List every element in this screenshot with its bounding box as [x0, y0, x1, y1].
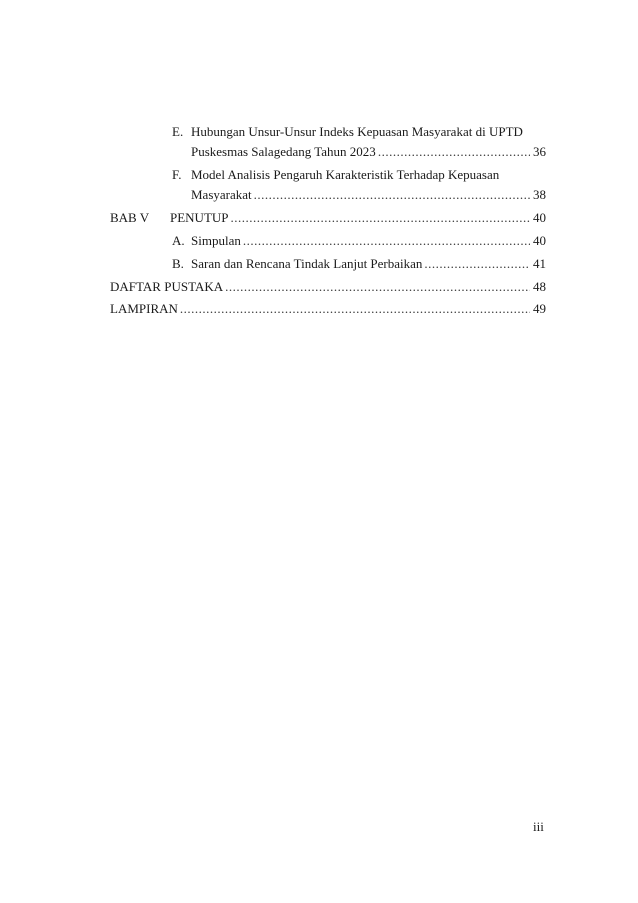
toc-entry-lampiran-text: LAMPIRAN	[110, 301, 178, 316]
toc-leader-dots	[231, 209, 530, 227]
toc-entry-f-line2[interactable]	[191, 186, 546, 204]
toc-page-number: 40	[533, 210, 546, 225]
toc-entry-b-text: Saran dan Rencana Tindak Lanjut Perbaikan	[191, 256, 423, 271]
toc-page-number: 48	[533, 279, 546, 294]
toc-entry-lampiran[interactable]	[110, 300, 546, 318]
toc-page-number: 36	[533, 144, 546, 159]
toc-entry-daftar-pustaka[interactable]	[110, 278, 546, 296]
toc-leader-dots	[180, 300, 530, 318]
page-footer-number: iii	[533, 819, 544, 834]
toc-entry-bab-v-label: BAB V	[110, 210, 150, 225]
toc-page-number: 40	[533, 233, 546, 248]
toc-entry-daftar-pustaka-text: DAFTAR PUSTAKA	[110, 279, 224, 294]
toc-entry-e-text-line2: Puskesmas Salagedang Tahun 2023	[191, 144, 376, 159]
toc-entry-bab-v-text: PENUTUP	[170, 210, 229, 225]
toc-leader-dots	[424, 255, 530, 273]
toc-entry-a-label: A.	[172, 233, 185, 248]
toc-entry-b-label: B.	[172, 256, 184, 271]
toc-leader-dots	[378, 143, 530, 161]
toc-page-number: 49	[533, 301, 546, 316]
toc-entry-f-text-line2: Masyarakat	[191, 187, 252, 202]
toc-entry-b[interactable]	[191, 255, 546, 273]
toc-entry-e-label: E.	[172, 124, 184, 139]
toc-leader-dots	[243, 232, 530, 250]
toc-entry-f-label: F.	[172, 167, 182, 182]
toc-page-number: 38	[533, 187, 546, 202]
toc-entry-a[interactable]	[191, 232, 546, 250]
toc-leader-dots	[254, 186, 530, 204]
toc-entry-e-text-line1: Hubungan Unsur-Unsur Indeks Kepuasan Masyarakat di UPTD	[191, 124, 523, 139]
toc-entry-bab-v[interactable]	[170, 209, 546, 227]
toc-leader-dots	[225, 278, 530, 296]
toc-entry-a-text: Simpulan	[191, 233, 241, 248]
toc-entry-f-text-line1: Model Analisis Pengaruh Karakteristik Terhadap Kepuasan	[191, 167, 500, 182]
toc-page-number: 41	[533, 256, 546, 271]
toc-entry-e-line2[interactable]	[191, 143, 546, 161]
